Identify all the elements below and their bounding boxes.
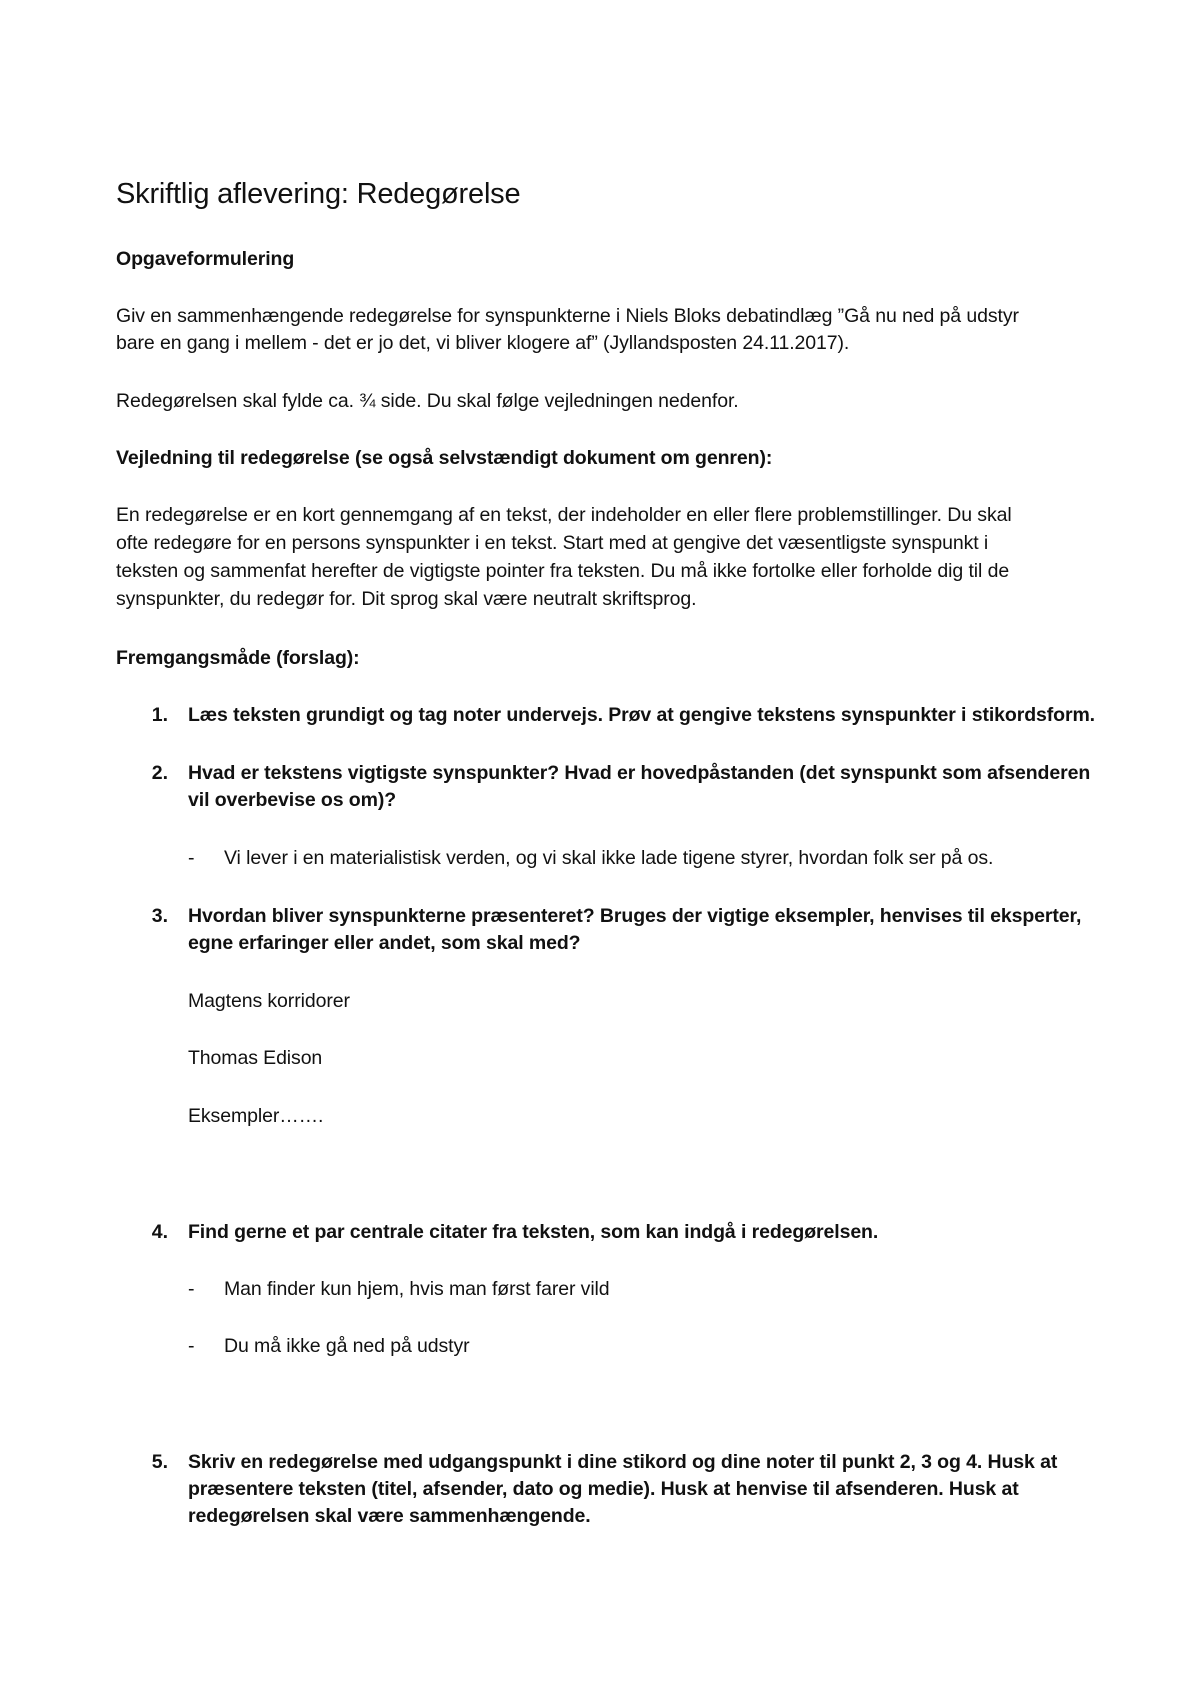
item5-line1: Skriv en redegørelse med udgangspunkt i dine stikord og dine noter til punkt 2, 3 og 4. Husk at — [188, 1451, 1058, 1473]
bullet-dash: - — [188, 847, 195, 869]
vejledning-line1: En redegørelse er en kort gennemgang af en tekst, der indeholder en eller flere problemstillinger. Du skal — [116, 504, 1012, 526]
document-title: Skriftlig aflevering: Redegørelse — [116, 178, 521, 210]
item3-line2: egne erfaringer eller andet, som skal med? — [188, 932, 581, 954]
vejledning-line3: teksten og sammenfat herefter de vigtigste pointer fra teksten. Du må ikke fortolke eller forholde dig til de — [116, 560, 1010, 582]
vejledning-line2: ofte redegøre for en persons synspunkter i en tekst. Start med at gengive det væsentligste synspunkt i — [116, 532, 989, 554]
item2-line2: vil overbevise os om)? — [188, 789, 397, 811]
item3-line1: Hvordan bliver synspunkterne præsenteret? Bruges der vigtige eksempler, henvises til eksperter, — [188, 905, 1082, 927]
list-number-2: 2. — [151, 762, 168, 784]
item4-bullet1: Man finder kun hjem, hvis man først farer vild — [224, 1278, 610, 1300]
item1-line1: Læs teksten grundigt og tag noter undervejs. Prøv at gengive tekstens synspunkter i stikordsform. — [188, 704, 1096, 726]
list-number-4: 4. — [151, 1221, 168, 1243]
heading-fremgangsmaade: Fremgangsmåde (forslag): — [116, 647, 360, 669]
list-number-3: 3. — [151, 905, 168, 927]
item2-bullet1: Vi lever i en materialistisk verden, og vi skal ikke lade tigene styrer, hvordan folk ser på os. — [224, 847, 994, 869]
opgave-para1-line1: Giv en sammenhængende redegørelse for synspunkterne i Niels Bloks debatindlæg ”Gå nu ned på udstyr — [116, 305, 1019, 327]
item3-note1: Magtens korridorer — [188, 990, 350, 1012]
vejledning-line4: synspunkter, du redegør for. Dit sprog skal være neutralt skriftsprog. — [116, 588, 697, 610]
opgave-para2: Redegørelsen skal fylde ca. ¾ side. Du skal følge vejledningen nedenfor. — [116, 390, 739, 412]
item4-bullet2: Du må ikke gå ned på udstyr — [224, 1335, 470, 1357]
list-number-5: 5. — [151, 1451, 168, 1473]
item4-line1: Find gerne et par centrale citater fra teksten, som kan indgå i redegørelsen. — [188, 1221, 879, 1243]
item3-note2: Thomas Edison — [188, 1047, 323, 1069]
bullet-dash: - — [188, 1278, 195, 1300]
item5-line2: præsentere teksten (titel, afsender, dato og medie). Husk at henvise til afsenderen. Husk at — [188, 1478, 1019, 1500]
heading-opgaveformulering: Opgaveformulering — [116, 248, 295, 270]
opgave-para1-line2: bare en gang i mellem - det er jo det, vi bliver klogere af” (Jyllandsposten 24.11.2017). — [116, 332, 850, 354]
heading-vejledning: Vejledning til redegørelse (se også selvstændigt dokument om genren): — [116, 447, 773, 469]
item3-note3: Eksempler……. — [188, 1105, 324, 1127]
item2-line1: Hvad er tekstens vigtigste synspunkter? Hvad er hovedpåstanden (det synspunkt som afsenderen — [188, 762, 1091, 784]
list-number-1: 1. — [151, 704, 168, 726]
item5-line3: redegørelsen skal være sammenhængende. — [188, 1505, 591, 1527]
bullet-dash: - — [188, 1335, 195, 1357]
